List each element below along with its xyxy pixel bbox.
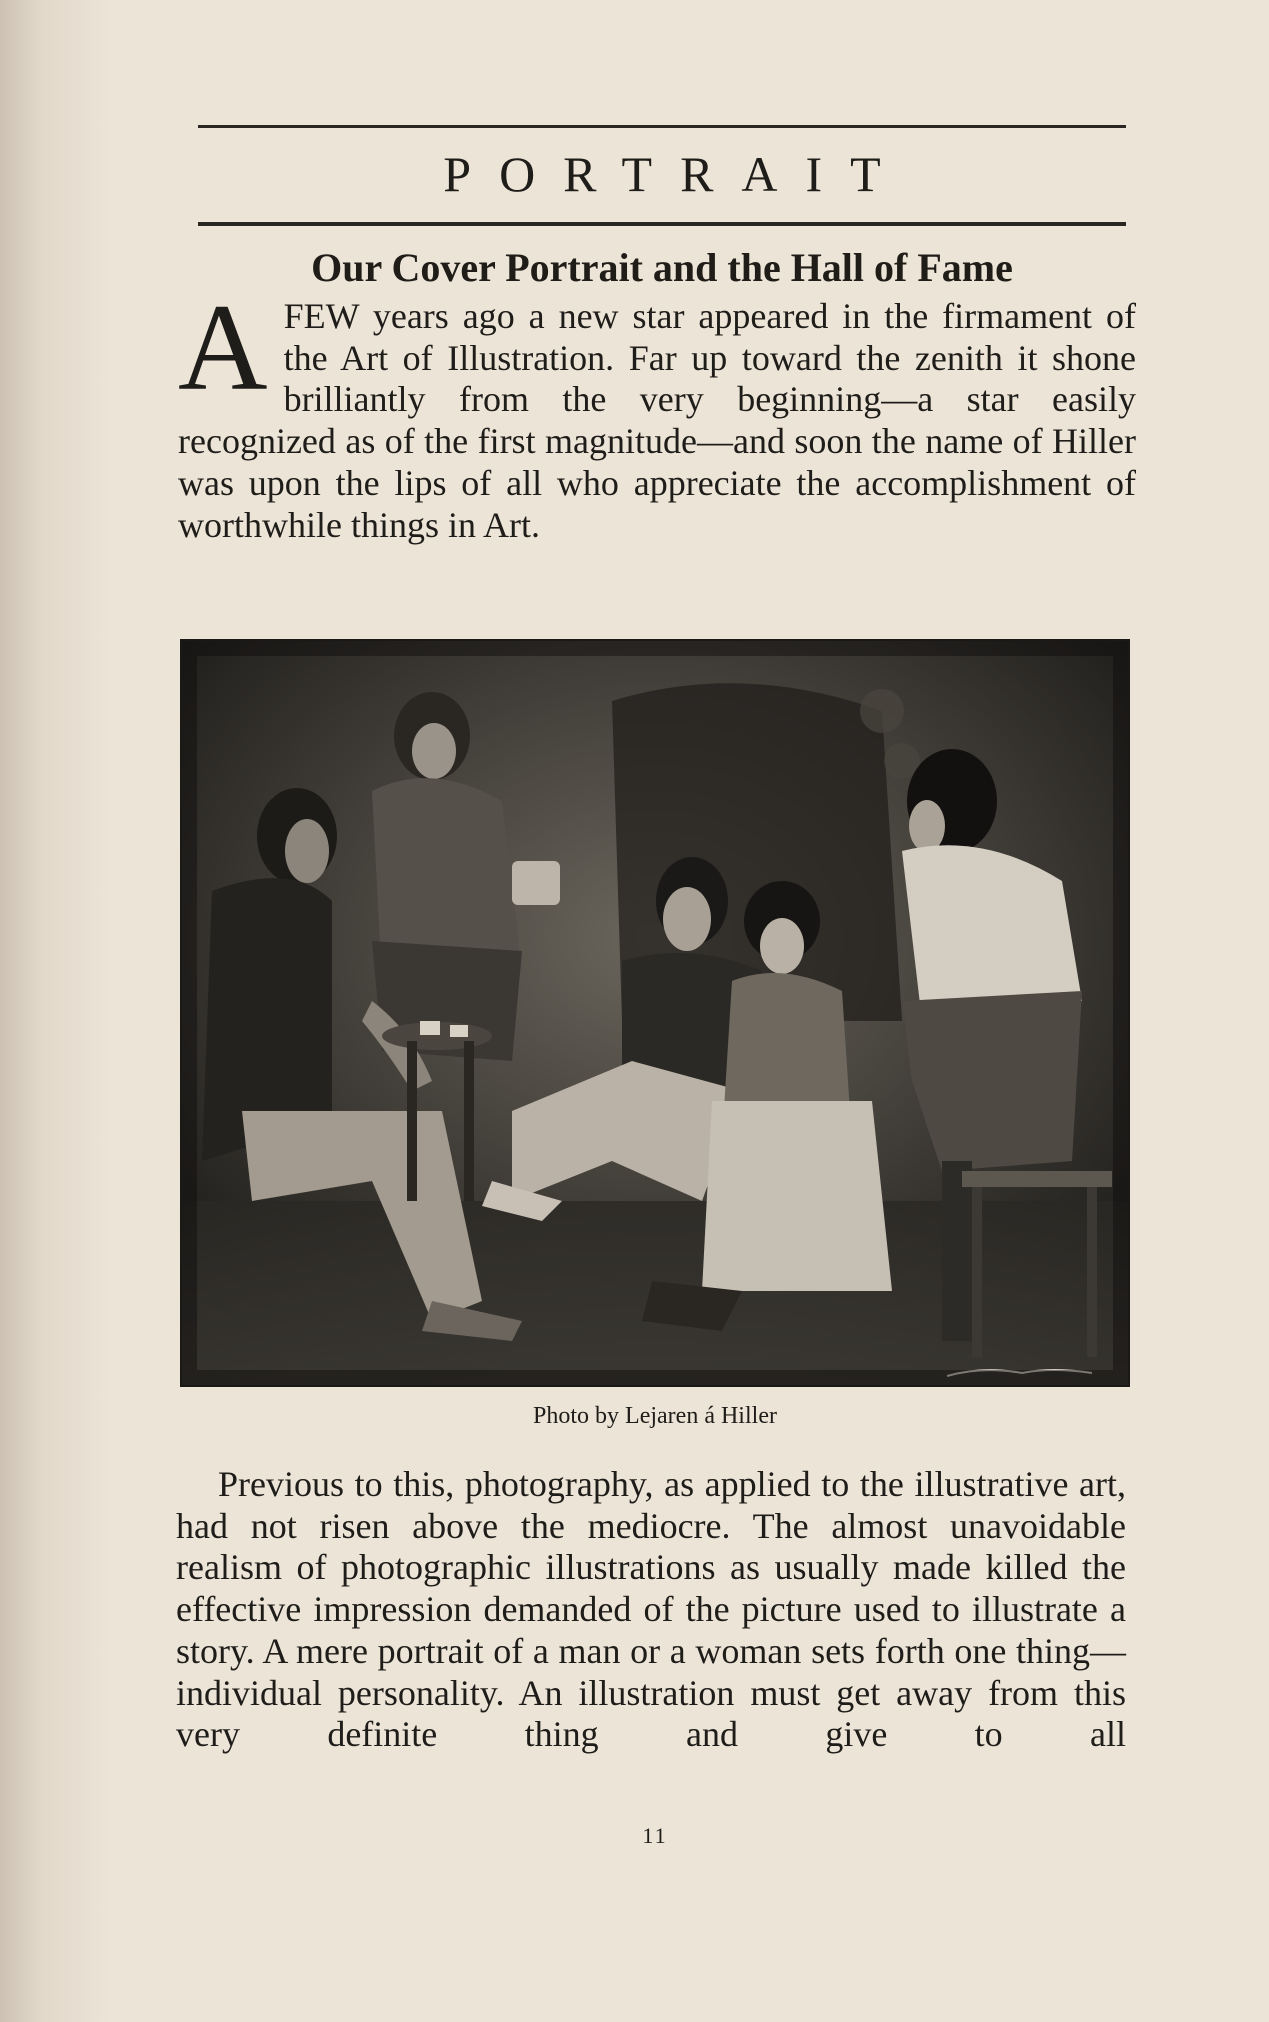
article-headline: Our Cover Portrait and the Hall of Fame [311, 245, 1013, 290]
group-photograph [180, 639, 1130, 1387]
body-paragraph [176, 1464, 1126, 1756]
lead-text: FEW years ago a new star appeared in the firmament of the Art of Illustration. Far up toward the zenith it shone brilliantly from the very beginning—a star easily recognized as of the first magnitude—and soon the name of Hiller was upon the lips of all who appreciate the accomplishment of worthwhile things in Art. [178, 296, 1136, 545]
body-text: Previous to this, photography, as applied to the illustrative art, had not risen above the mediocre. The almost unavoidable realism of photographic illustrations as usually made killed the effective impression demanded of the picture used to illustrate a story. A mere portrait of a man or a woman sets forth one thing—individual personality. An illustration must get away from this very definite thing and give to all [176, 1464, 1126, 1755]
photograph-image [182, 641, 1128, 1385]
photo-caption: Photo by Lejaren á Hiller [533, 1403, 777, 1429]
lead-paragraph [178, 279, 1136, 546]
top-rule [198, 125, 1126, 128]
section-title: PORTRAIT [443, 146, 909, 202]
page-number: 11 [642, 1823, 668, 1848]
drop-cap: A [178, 279, 268, 416]
bottom-rule [198, 222, 1126, 226]
